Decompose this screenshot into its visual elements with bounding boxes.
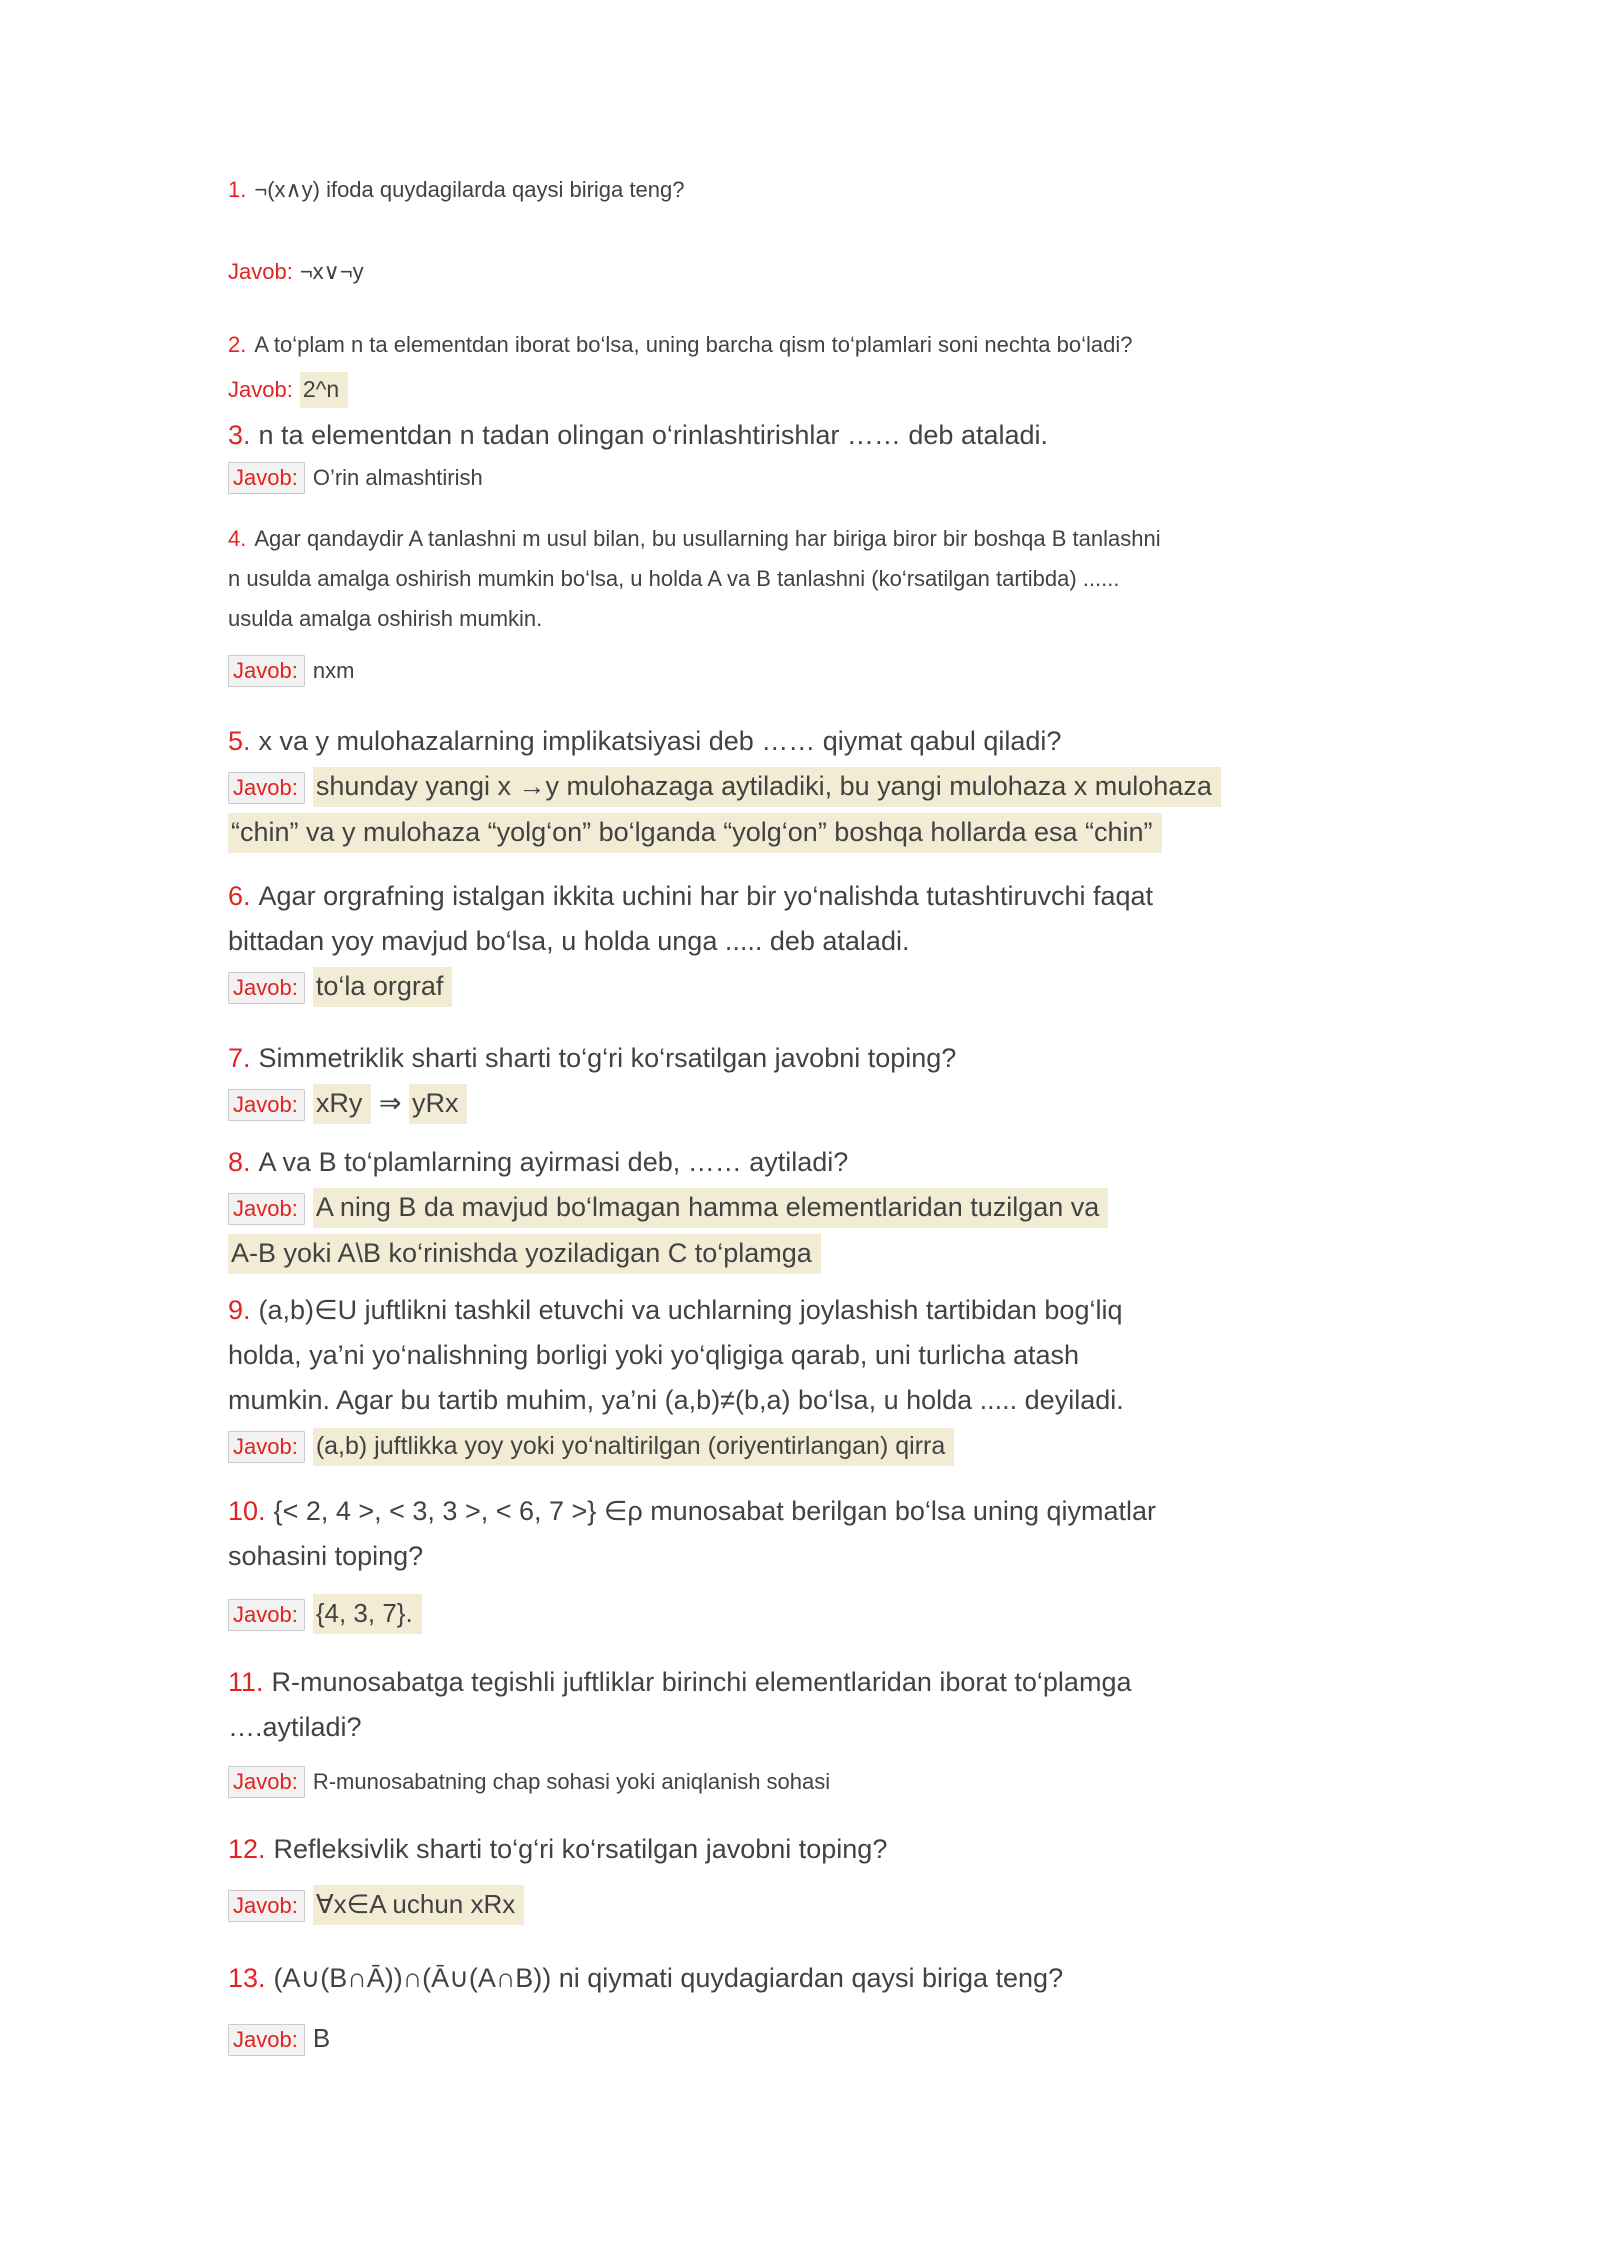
question-number: 7.	[228, 1043, 251, 1073]
answer-text: nxm	[312, 658, 355, 683]
question-9	[228, 1288, 1500, 1423]
javob-label: Javob:	[228, 377, 293, 402]
question-text: {< 2, 4 >, < 3, 3 >, < 6, 7 >} ∈ρ munosabat berilgan bo‘lsa uning qiymatlar	[273, 1496, 1156, 1526]
javob-label: Javob:	[228, 1766, 305, 1798]
javob-label: Javob:	[228, 1089, 305, 1121]
javob-label: Javob:	[228, 1599, 305, 1631]
answer-highlight: 2^n	[300, 372, 348, 408]
question-number: 13.	[228, 1963, 266, 1993]
answer-8	[228, 1185, 1500, 1276]
answer-text: ⇒	[371, 1088, 409, 1118]
question-1	[228, 170, 1500, 210]
question-number: 5.	[228, 726, 251, 756]
question-5	[228, 719, 1500, 764]
question-number: 10.	[228, 1496, 266, 1526]
question-text: x va y mulohazalarning implikatsiyasi deb …… qiymat qabul qiladi?	[258, 726, 1062, 756]
answer-text: ¬x∨¬y	[299, 259, 364, 284]
question-text: A va B to‘plamlarning ayirmasi deb, …… aytiladi?	[258, 1147, 849, 1177]
javob-label: Javob:	[228, 2024, 305, 2056]
answer-highlight: {4, 3, 7}.	[313, 1594, 422, 1634]
answer-4	[228, 651, 1500, 691]
question-number: 4.	[228, 526, 247, 551]
question-text: A to‘plam n ta elementdan iborat bo‘lsa, uning barcha qism to‘plamlari soni nechta bo‘ladi?	[254, 332, 1133, 357]
question-7	[228, 1036, 1500, 1081]
question-text: usulda amalga oshirish mumkin.	[228, 606, 543, 631]
question-text: n usulda amalga oshirish mumkin bo‘lsa, u holda A va B tanlashni (ko‘rsatilgan tartibda) ......	[228, 566, 1120, 591]
question-number: 2.	[228, 332, 247, 357]
question-11	[228, 1660, 1500, 1750]
answer-12	[228, 1882, 1500, 1928]
question-text: R-munosabatga tegishli juftliklar birinchi elementlaridan iborat to‘plamga	[271, 1667, 1132, 1697]
javob-label: Javob:	[228, 655, 305, 687]
question-text: Agar qandaydir A tanlashni m usul bilan, bu usullarning har biriga biror bir boshqa B tanlashni	[254, 526, 1161, 551]
question-number: 8.	[228, 1147, 251, 1177]
question-number: 3.	[228, 420, 251, 450]
answer-highlight: shunday yangi x →y mulohazaga aytiladiki, bu yangi mulohaza x mulohaza	[313, 767, 1221, 807]
question-4	[228, 519, 1500, 639]
question-text: ¬(x∧y) ifoda quydagilarda qaysi biriga teng?	[254, 177, 685, 202]
javob-label: Javob:	[228, 972, 305, 1004]
answer-highlight: xRy	[313, 1084, 372, 1124]
question-text: (a,b)∈U juftlikni tashkil etuvchi va uchlarning joylashish tartibidan bog‘liq	[258, 1295, 1123, 1325]
answer-3	[228, 458, 1500, 498]
question-3	[228, 413, 1500, 458]
answer-text: R-munosabatning chap sohasi yoki aniqlanish sohasi	[312, 1769, 831, 1794]
question-text: n ta elementdan n tadan olingan o‘rinlashtirishlar …… deb ataladi.	[258, 420, 1049, 450]
answer-7	[228, 1081, 1500, 1127]
javob-label: Javob:	[228, 1890, 305, 1922]
answer-text: B	[312, 2023, 331, 2053]
answer-10	[228, 1591, 1500, 1637]
question-number: 9.	[228, 1295, 251, 1325]
question-number: 12.	[228, 1834, 266, 1864]
javob-label: Javob:	[228, 1193, 305, 1225]
javob-label: Javob:	[228, 772, 305, 804]
answer-highlight: yRx	[409, 1084, 468, 1124]
answer-highlight: to‘la orgraf	[313, 967, 453, 1007]
question-text: Simmetriklik sharti sharti to‘g‘ri ko‘rsatilgan javobni toping?	[258, 1043, 957, 1073]
question-text: ….aytiladi?	[228, 1712, 362, 1742]
question-13	[228, 1956, 1500, 2001]
question-10	[228, 1489, 1500, 1579]
answer-highlight: A-B yoki A\B ko‘rinishda yoziladigan C to‘plamga	[228, 1234, 821, 1274]
answer-highlight: A ning B da mavjud bo‘lmagan hamma elementlaridan tuzilgan va	[313, 1188, 1108, 1228]
question-text: mumkin. Agar bu tartib muhim, ya’ni (a,b)≠(b,a) bo‘lsa, u holda ..... deyiladi.	[228, 1385, 1124, 1415]
answer-highlight: “chin” va y mulohaza “yolg‘on” bo‘lganda “yolg‘on” boshqa hollarda esa “chin”	[228, 813, 1162, 853]
answer-highlight: ∀x∈A uchun xRx	[313, 1885, 524, 1925]
answer-highlight: (a,b) juftlikka yoy yoki yo‘naltirilgan (oriyentirlangan) qirra	[313, 1428, 954, 1466]
question-6	[228, 874, 1500, 964]
answer-text: O’rin almashtirish	[312, 465, 483, 490]
question-text: Agar orgrafning istalgan ikkita uchini har bir yo‘nalishda tutashtiruvchi faqat	[258, 881, 1154, 911]
question-number: 1.	[228, 177, 247, 202]
javob-label: Javob:	[228, 1431, 305, 1463]
question-2	[228, 325, 1500, 365]
question-text: bittadan yoy mavjud bo‘lsa, u holda unga ..... deb ataladi.	[228, 926, 910, 956]
question-text: sohasini toping?	[228, 1541, 424, 1571]
question-8	[228, 1140, 1500, 1185]
answer-6	[228, 964, 1500, 1010]
answer-5	[228, 764, 1500, 855]
answer-1	[228, 252, 1500, 292]
javob-label: Javob:	[228, 462, 305, 494]
javob-label: Javob:	[228, 259, 293, 284]
answer-13	[228, 2016, 1500, 2062]
answer-9	[228, 1423, 1500, 1469]
question-number: 11.	[228, 1667, 264, 1697]
question-number: 6.	[228, 881, 251, 911]
question-text: holda, ya’ni yo‘nalishning borligi yoki yo‘qligiga qarab, uni turlicha atash	[228, 1340, 1080, 1370]
answer-2	[228, 369, 1500, 410]
answer-11	[228, 1762, 1500, 1802]
question-text: (A∪(B∩Ā))∩(Ā∪(A∩B)) ni qiymati quydagiardan qaysi biriga teng?	[273, 1963, 1064, 1993]
question-text: Refleksivlik sharti to‘g‘ri ko‘rsatilgan javobni toping?	[273, 1834, 888, 1864]
question-12	[228, 1827, 1500, 1872]
